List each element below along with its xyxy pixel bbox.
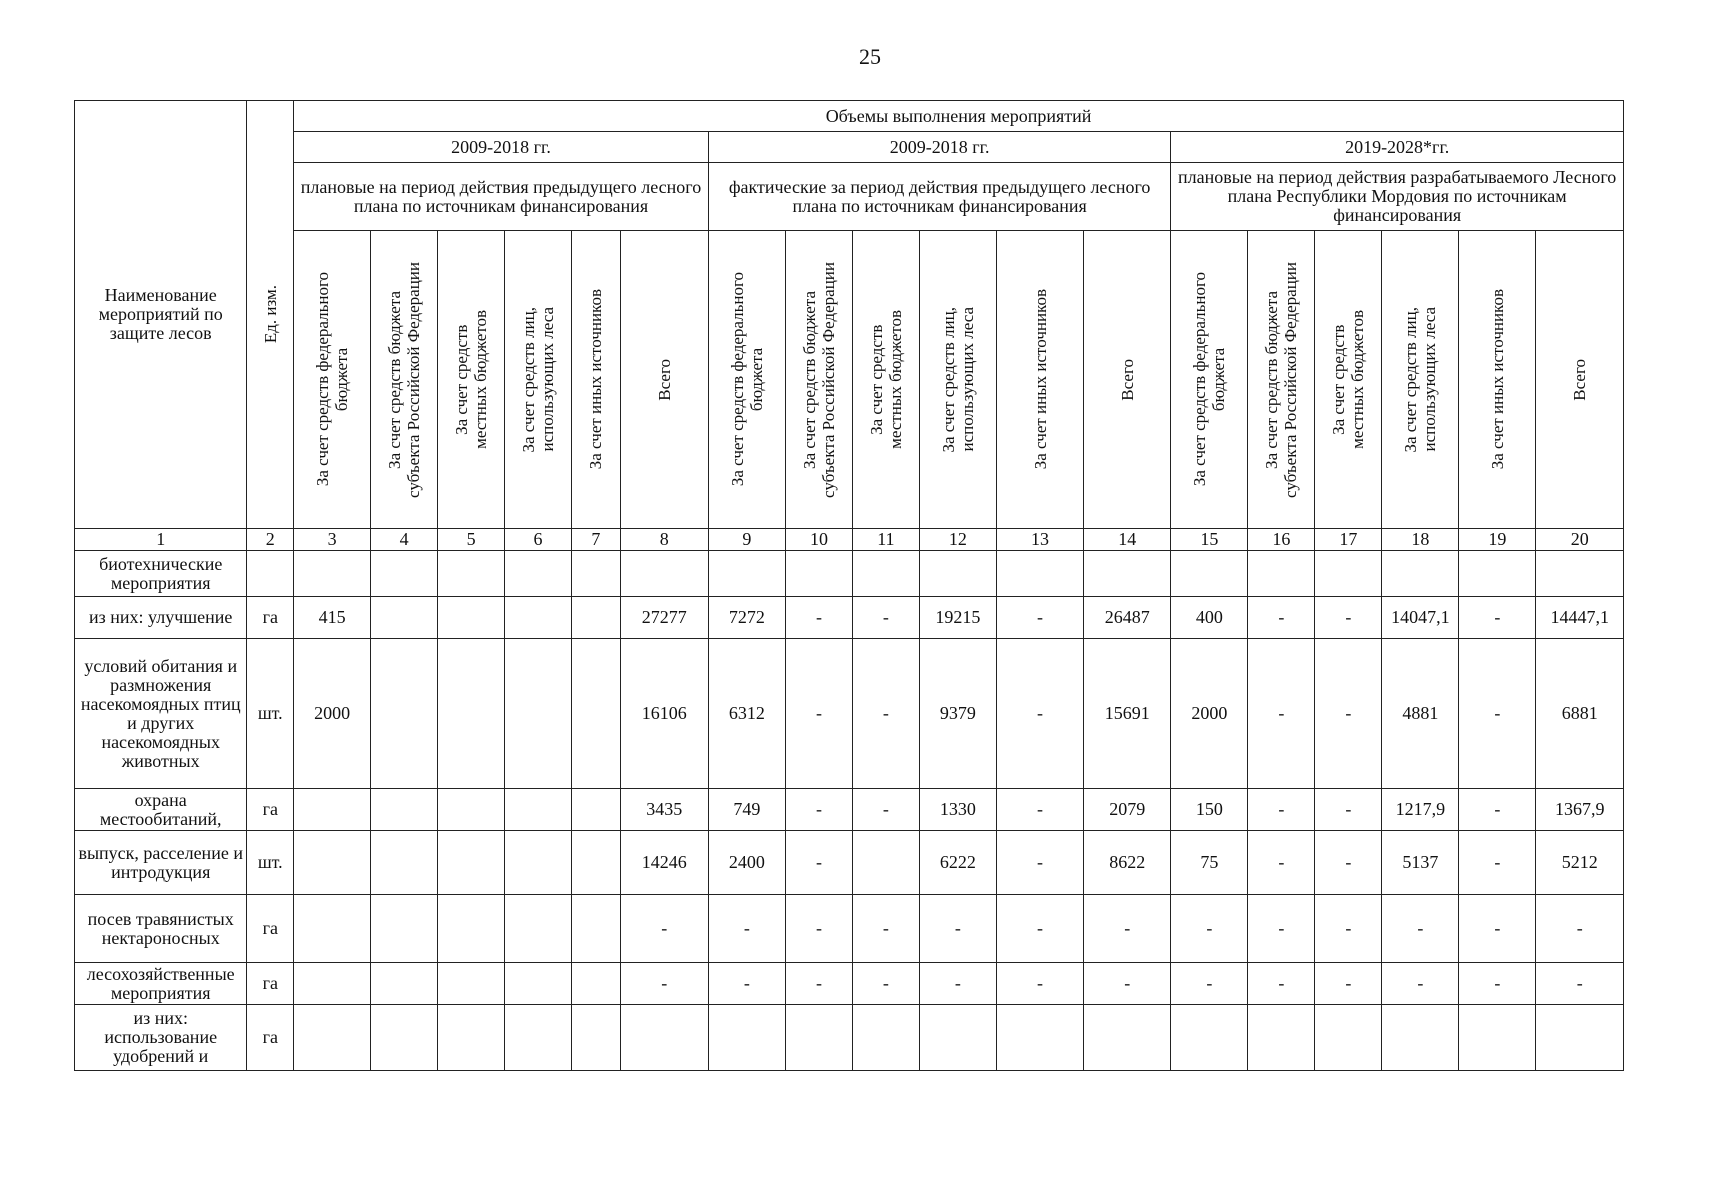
value-cell	[294, 1005, 371, 1071]
value-cell: -	[1536, 895, 1624, 963]
value-cell: 75	[1171, 831, 1248, 895]
column-number: 3	[294, 529, 371, 551]
value-cell	[371, 895, 438, 963]
column-number: 11	[852, 529, 919, 551]
value-cell	[294, 789, 371, 831]
value-cell: -	[1248, 597, 1315, 639]
header-unit: Ед. изм.	[247, 101, 294, 529]
value-cell: 7272	[708, 597, 785, 639]
header-source-g3-6: Всего	[1536, 231, 1624, 529]
value-cell	[1171, 1005, 1248, 1071]
row-unit: га	[247, 895, 294, 963]
header-source-g3-5: За счет иных источников	[1459, 231, 1536, 529]
value-cell: 415	[294, 597, 371, 639]
value-cell	[438, 639, 505, 789]
column-number: 17	[1315, 529, 1382, 551]
value-cell: -	[785, 831, 852, 895]
value-cell	[919, 551, 996, 597]
value-cell: 150	[1171, 789, 1248, 831]
page-number: 25	[859, 44, 881, 69]
column-number: 9	[708, 529, 785, 551]
value-cell: -	[996, 597, 1083, 639]
table-row	[75, 895, 1624, 963]
value-cell	[852, 831, 919, 895]
value-cell: -	[1171, 895, 1248, 963]
value-cell: 14047,1	[1382, 597, 1459, 639]
header-source-g1-3: За счет средств местных бюджетов	[438, 231, 505, 529]
value-cell: 14447,1	[1536, 597, 1624, 639]
forest-protection-table	[74, 100, 1624, 1071]
header-source-g1-1: За счет средств федерального бюджета	[294, 231, 371, 529]
value-cell	[785, 1005, 852, 1071]
value-cell: -	[1315, 639, 1382, 789]
row-unit: га	[247, 963, 294, 1005]
value-cell	[571, 639, 620, 789]
header-name: Наименование мероприятий по защите лесов	[75, 101, 247, 529]
value-cell: -	[852, 639, 919, 789]
value-cell	[438, 551, 505, 597]
table-row	[75, 963, 1624, 1005]
value-cell: -	[1382, 963, 1459, 1005]
value-cell	[852, 551, 919, 597]
value-cell	[438, 831, 505, 895]
column-number: 20	[1536, 529, 1624, 551]
row-name: посев травянистых нектароносных	[75, 895, 247, 963]
value-cell	[571, 1005, 620, 1071]
value-cell	[852, 1005, 919, 1071]
value-cell: 9379	[919, 639, 996, 789]
table-row	[75, 551, 1624, 597]
row-name: условий обитания и размножения насекомоядных птиц и других насекомоядных животных	[75, 639, 247, 789]
value-cell	[294, 831, 371, 895]
header-source-g2-5: За счет иных источников	[996, 231, 1083, 529]
value-cell: -	[620, 895, 708, 963]
column-number: 15	[1171, 529, 1248, 551]
row-unit: га	[247, 597, 294, 639]
column-number: 14	[1084, 529, 1171, 551]
row-unit: шт.	[247, 831, 294, 895]
header-period-3: 2019-2028*гг.	[1171, 132, 1624, 163]
value-cell: 1330	[919, 789, 996, 831]
column-number: 2	[247, 529, 294, 551]
value-cell	[371, 551, 438, 597]
column-number: 6	[505, 529, 572, 551]
header-source-g3-1: За счет средств федерального бюджета	[1171, 231, 1248, 529]
value-cell	[505, 597, 572, 639]
row-name: из них: улучшение	[75, 597, 247, 639]
value-cell: 1367,9	[1536, 789, 1624, 831]
value-cell: -	[785, 597, 852, 639]
header-group-3: плановые на период действия разрабатываемого Лесного плана Республики Мордовия по источникам финансирования	[1171, 163, 1624, 231]
value-cell: -	[1315, 963, 1382, 1005]
value-cell: -	[1084, 963, 1171, 1005]
value-cell	[1084, 1005, 1171, 1071]
header-source-g1-4: За счет средств лиц, использующих леса	[505, 231, 572, 529]
value-cell	[571, 895, 620, 963]
header-source-g3-3: За счет средств местных бюджетов	[1315, 231, 1382, 529]
value-cell: 2000	[294, 639, 371, 789]
value-cell: -	[996, 895, 1083, 963]
value-cell: 5137	[1382, 831, 1459, 895]
value-cell	[919, 1005, 996, 1071]
value-cell: 6312	[708, 639, 785, 789]
value-cell: 3435	[620, 789, 708, 831]
row-unit	[247, 551, 294, 597]
table-row	[75, 639, 1624, 789]
value-cell	[294, 963, 371, 1005]
value-cell: -	[1315, 789, 1382, 831]
row-unit: га	[247, 1005, 294, 1071]
value-cell	[1382, 551, 1459, 597]
value-cell: 749	[708, 789, 785, 831]
header-source-g3-2: За счет средств бюджета субъекта Российской Федерации	[1248, 231, 1315, 529]
value-cell: -	[785, 639, 852, 789]
value-cell: -	[1315, 597, 1382, 639]
value-cell: -	[1248, 789, 1315, 831]
value-cell	[620, 1005, 708, 1071]
value-cell: -	[1248, 895, 1315, 963]
value-cell: -	[996, 831, 1083, 895]
header-source-g2-3: За счет средств местных бюджетов	[852, 231, 919, 529]
value-cell	[294, 895, 371, 963]
table-row	[75, 597, 1624, 639]
value-cell	[1382, 1005, 1459, 1071]
value-cell	[438, 1005, 505, 1071]
value-cell: -	[1459, 831, 1536, 895]
value-cell: 1217,9	[1382, 789, 1459, 831]
column-number: 7	[571, 529, 620, 551]
value-cell: -	[996, 963, 1083, 1005]
value-cell: 6222	[919, 831, 996, 895]
value-cell	[505, 639, 572, 789]
value-cell: -	[996, 789, 1083, 831]
value-cell: -	[1536, 963, 1624, 1005]
value-cell: -	[1382, 895, 1459, 963]
header-period-1: 2009-2018 гг.	[294, 132, 709, 163]
value-cell	[438, 789, 505, 831]
column-number: 4	[371, 529, 438, 551]
value-cell	[1248, 551, 1315, 597]
value-cell: -	[1171, 963, 1248, 1005]
value-cell: -	[1248, 831, 1315, 895]
value-cell: -	[1248, 639, 1315, 789]
value-cell: -	[708, 963, 785, 1005]
value-cell: -	[1459, 895, 1536, 963]
column-number: 8	[620, 529, 708, 551]
column-number: 5	[438, 529, 505, 551]
row-name: выпуск, расселение и интродукция	[75, 831, 247, 895]
value-cell	[996, 1005, 1083, 1071]
value-cell: -	[996, 639, 1083, 789]
value-cell	[571, 551, 620, 597]
value-cell	[505, 789, 572, 831]
value-cell	[371, 1005, 438, 1071]
value-cell	[1459, 1005, 1536, 1071]
value-cell: -	[852, 895, 919, 963]
header-group-1: плановые на период действия предыдущего лесного плана по источникам финансирования	[294, 163, 709, 231]
value-cell: 26487	[1084, 597, 1171, 639]
table-row	[75, 789, 1624, 831]
value-cell	[1536, 551, 1624, 597]
value-cell: -	[785, 789, 852, 831]
table-row	[75, 831, 1624, 895]
value-cell	[371, 789, 438, 831]
row-name: охрана местообитаний,	[75, 789, 247, 831]
value-cell	[1084, 551, 1171, 597]
value-cell: -	[919, 963, 996, 1005]
value-cell: -	[852, 597, 919, 639]
value-cell	[1315, 1005, 1382, 1071]
value-cell	[371, 963, 438, 1005]
value-cell	[571, 789, 620, 831]
row-name: биотехнические мероприятия	[75, 551, 247, 597]
value-cell: -	[785, 895, 852, 963]
table-row	[75, 1005, 1624, 1071]
value-cell	[505, 895, 572, 963]
value-cell	[996, 551, 1083, 597]
value-cell: 16106	[620, 639, 708, 789]
value-cell	[294, 551, 371, 597]
column-number: 12	[919, 529, 996, 551]
value-cell	[708, 1005, 785, 1071]
value-cell: -	[1315, 831, 1382, 895]
value-cell: -	[1459, 789, 1536, 831]
column-number: 19	[1459, 529, 1536, 551]
value-cell	[438, 963, 505, 1005]
value-cell: 8622	[1084, 831, 1171, 895]
header-source-g2-1: За счет средств федерального бюджета	[708, 231, 785, 529]
column-number: 1	[75, 529, 247, 551]
value-cell	[371, 597, 438, 639]
header-source-g1-2: За счет средств бюджета субъекта Российской Федерации	[371, 231, 438, 529]
header-volumes: Объемы выполнения мероприятий	[294, 101, 1624, 132]
header-source-g2-6: Всего	[1084, 231, 1171, 529]
value-cell: -	[1459, 597, 1536, 639]
value-cell: 4881	[1382, 639, 1459, 789]
column-number: 10	[785, 529, 852, 551]
value-cell	[571, 963, 620, 1005]
value-cell	[505, 963, 572, 1005]
value-cell: 5212	[1536, 831, 1624, 895]
row-name: из них: использование удобрений и	[75, 1005, 247, 1071]
row-unit: шт.	[247, 639, 294, 789]
value-cell	[1536, 1005, 1624, 1071]
value-cell: 400	[1171, 597, 1248, 639]
header-source-g3-4: За счет средств лиц, использующих леса	[1382, 231, 1459, 529]
header-source-g2-4: За счет средств лиц, использующих леса	[919, 231, 996, 529]
value-cell	[571, 831, 620, 895]
value-cell: 15691	[1084, 639, 1171, 789]
header-period-2: 2009-2018 гг.	[708, 132, 1170, 163]
value-cell	[438, 895, 505, 963]
header-source-g1-5: За счет иных источников	[571, 231, 620, 529]
value-cell	[1171, 551, 1248, 597]
header-source-g1-6: Всего	[620, 231, 708, 529]
header-source-g2-2: За счет средств бюджета субъекта Российской Федерации	[785, 231, 852, 529]
value-cell: 19215	[919, 597, 996, 639]
value-cell: -	[1084, 895, 1171, 963]
value-cell: -	[852, 789, 919, 831]
value-cell	[1248, 1005, 1315, 1071]
column-number: 16	[1248, 529, 1315, 551]
value-cell: -	[1459, 639, 1536, 789]
header-group-2: фактические за период действия предыдущего лесного плана по источникам финансирования	[708, 163, 1170, 231]
value-cell: 14246	[620, 831, 708, 895]
value-cell: 2000	[1171, 639, 1248, 789]
row-unit: га	[247, 789, 294, 831]
column-number: 13	[996, 529, 1083, 551]
value-cell: -	[852, 963, 919, 1005]
value-cell: -	[708, 895, 785, 963]
value-cell: -	[1248, 963, 1315, 1005]
value-cell: 6881	[1536, 639, 1624, 789]
value-cell: 2400	[708, 831, 785, 895]
value-cell	[785, 551, 852, 597]
value-cell	[1315, 551, 1382, 597]
row-name: лесохозяйственные мероприятия	[75, 963, 247, 1005]
value-cell: -	[1315, 895, 1382, 963]
value-cell	[505, 1005, 572, 1071]
value-cell: -	[620, 963, 708, 1005]
value-cell: 2079	[1084, 789, 1171, 831]
column-number: 18	[1382, 529, 1459, 551]
value-cell: -	[785, 963, 852, 1005]
value-cell: -	[1459, 963, 1536, 1005]
value-cell	[371, 831, 438, 895]
value-cell: -	[919, 895, 996, 963]
value-cell	[708, 551, 785, 597]
value-cell	[371, 639, 438, 789]
value-cell	[571, 597, 620, 639]
value-cell	[505, 831, 572, 895]
value-cell: 27277	[620, 597, 708, 639]
value-cell	[505, 551, 572, 597]
value-cell	[438, 597, 505, 639]
value-cell	[1459, 551, 1536, 597]
value-cell	[620, 551, 708, 597]
